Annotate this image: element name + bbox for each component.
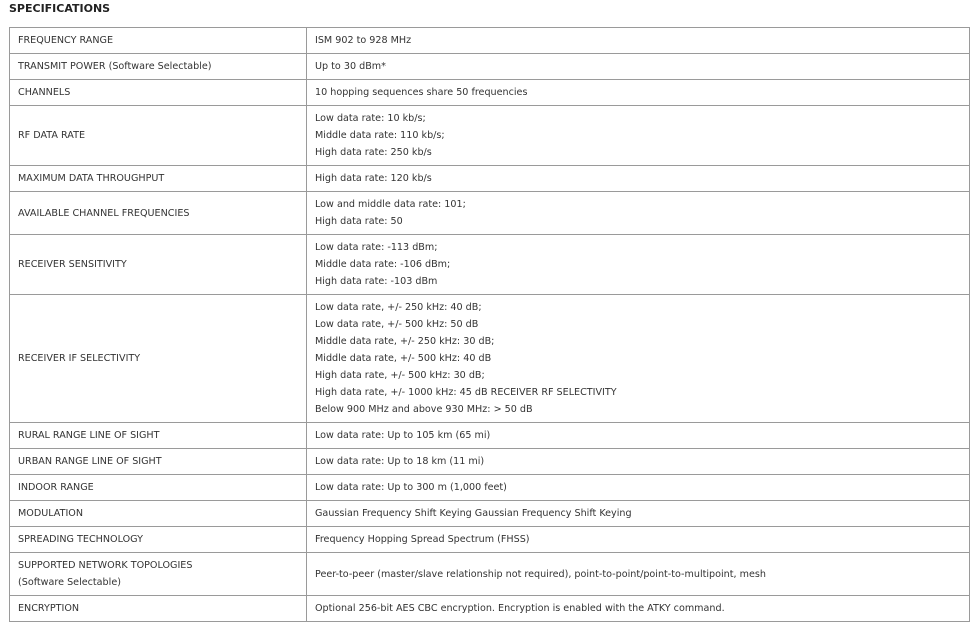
spec-value: Up to 30 dBm* — [315, 61, 386, 72]
spec-value-cell — [307, 527, 970, 553]
spec-value: Middle data rate: -106 dBm; — [315, 259, 451, 270]
table-row — [10, 423, 970, 449]
spec-value-cell — [307, 80, 970, 106]
spec-value-cell — [307, 28, 970, 54]
spec-value: Below 900 MHz and above 930 MHz: > 50 dB — [315, 404, 533, 415]
spec-value: ISM 902 to 928 MHz — [315, 35, 412, 46]
spec-value-cell — [307, 235, 970, 295]
table-row — [10, 28, 970, 54]
spec-value: Middle data rate, +/- 250 kHz: 30 dB; — [315, 336, 495, 347]
table-row — [10, 475, 970, 501]
spec-label: MODULATION — [18, 508, 84, 519]
spec-value: High data rate: 120 kb/s — [315, 173, 432, 184]
spec-value: 10 hopping sequences share 50 frequencies — [315, 87, 528, 98]
table-row — [10, 553, 970, 596]
table-row — [10, 106, 970, 166]
spec-label: CHANNELS — [18, 87, 71, 98]
spec-value: High data rate: 50 — [315, 216, 403, 227]
spec-label: RECEIVER IF SELECTIVITY — [18, 353, 141, 364]
spec-value: Optional 256-bit AES CBC encryption. Encryption is enabled with the ATKY command. — [315, 603, 725, 614]
spec-value-cell — [307, 423, 970, 449]
spec-label-cell — [10, 28, 307, 54]
spec-label: FREQUENCY RANGE — [18, 35, 114, 46]
spec-label: (Software Selectable) — [18, 577, 121, 588]
spec-value-cell — [307, 106, 970, 166]
specifications-table-body — [10, 28, 970, 622]
spec-label: RF DATA RATE — [18, 130, 86, 141]
spec-value-cell — [307, 192, 970, 235]
spec-label: MAXIMUM DATA THROUGHPUT — [18, 173, 165, 184]
spec-label: SUPPORTED NETWORK TOPOLOGIES — [18, 560, 193, 571]
table-row — [10, 449, 970, 475]
spec-value: Low data rate: Up to 105 km (65 mi) — [315, 430, 491, 441]
table-row — [10, 501, 970, 527]
spec-value-cell — [307, 553, 970, 596]
spec-value: Low and middle data rate: 101; — [315, 199, 466, 210]
spec-label-cell — [10, 596, 307, 622]
specifications-table — [9, 27, 970, 622]
table-row — [10, 80, 970, 106]
spec-label-cell — [10, 553, 307, 596]
spec-label: RURAL RANGE LINE OF SIGHT — [18, 430, 160, 441]
table-row — [10, 235, 970, 295]
table-row — [10, 166, 970, 192]
spec-label-cell — [10, 423, 307, 449]
spec-value-cell — [307, 295, 970, 423]
table-row — [10, 54, 970, 80]
spec-value: Gaussian Frequency Shift Keying Gaussian Frequency Shift Keying — [315, 508, 632, 519]
spec-label-cell — [10, 295, 307, 423]
spec-label: INDOOR RANGE — [18, 482, 94, 493]
spec-value: Low data rate: Up to 300 m (1,000 feet) — [315, 482, 507, 493]
spec-value-cell — [307, 449, 970, 475]
spec-value-cell — [307, 166, 970, 192]
spec-label-cell — [10, 106, 307, 166]
spec-label-cell — [10, 235, 307, 295]
spec-label-cell — [10, 80, 307, 106]
spec-value: Peer-to-peer (master/slave relationship not required), point-to-point/point-to-multipoint, mesh — [315, 568, 766, 580]
spec-label-cell — [10, 54, 307, 80]
spec-value: Middle data rate, +/- 500 kHz: 40 dB — [315, 353, 492, 364]
spec-label-cell — [10, 527, 307, 553]
table-row — [10, 192, 970, 235]
spec-label: TRANSMIT POWER (Software Selectable) — [18, 61, 212, 72]
spec-value: Frequency Hopping Spread Spectrum (FHSS) — [315, 534, 530, 545]
table-row — [10, 527, 970, 553]
spec-value-cell — [307, 596, 970, 622]
spec-label: AVAILABLE CHANNEL FREQUENCIES — [18, 207, 190, 219]
table-row — [10, 596, 970, 622]
spec-value: High data rate: -103 dBm — [315, 276, 438, 287]
spec-value: High data rate, +/- 500 kHz: 30 dB; — [315, 370, 485, 381]
spec-label: SPREADING TECHNOLOGY — [18, 534, 143, 545]
spec-label: URBAN RANGE LINE OF SIGHT — [18, 456, 162, 467]
spec-value-cell — [307, 54, 970, 80]
spec-value: High data rate: 250 kb/s — [315, 147, 432, 158]
spec-value-cell — [307, 475, 970, 501]
spec-value: Low data rate, +/- 250 kHz: 40 dB; — [315, 302, 482, 313]
spec-value: Middle data rate: 110 kb/s; — [315, 130, 445, 141]
spec-label-cell — [10, 166, 307, 192]
spec-label-cell — [10, 475, 307, 501]
spec-label-cell — [10, 449, 307, 475]
spec-label-cell — [10, 192, 307, 235]
spec-value-cell — [307, 501, 970, 527]
spec-value: Low data rate: 10 kb/s; — [315, 113, 426, 124]
table-row — [10, 295, 970, 423]
spec-label: RECEIVER SENSITIVITY — [18, 259, 127, 270]
spec-value: Low data rate: Up to 18 km (11 mi) — [315, 456, 485, 467]
spec-label: ENCRYPTION — [18, 603, 80, 614]
section-heading: SPECIFICATIONS — [9, 2, 111, 15]
spec-value: Low data rate, +/- 500 kHz: 50 dB — [315, 319, 479, 330]
spec-value: Low data rate: -113 dBm; — [315, 242, 438, 253]
spec-label-cell — [10, 501, 307, 527]
spec-value: High data rate, +/- 1000 kHz: 45 dB RECEIVER RF SELECTIVITY — [315, 387, 617, 398]
